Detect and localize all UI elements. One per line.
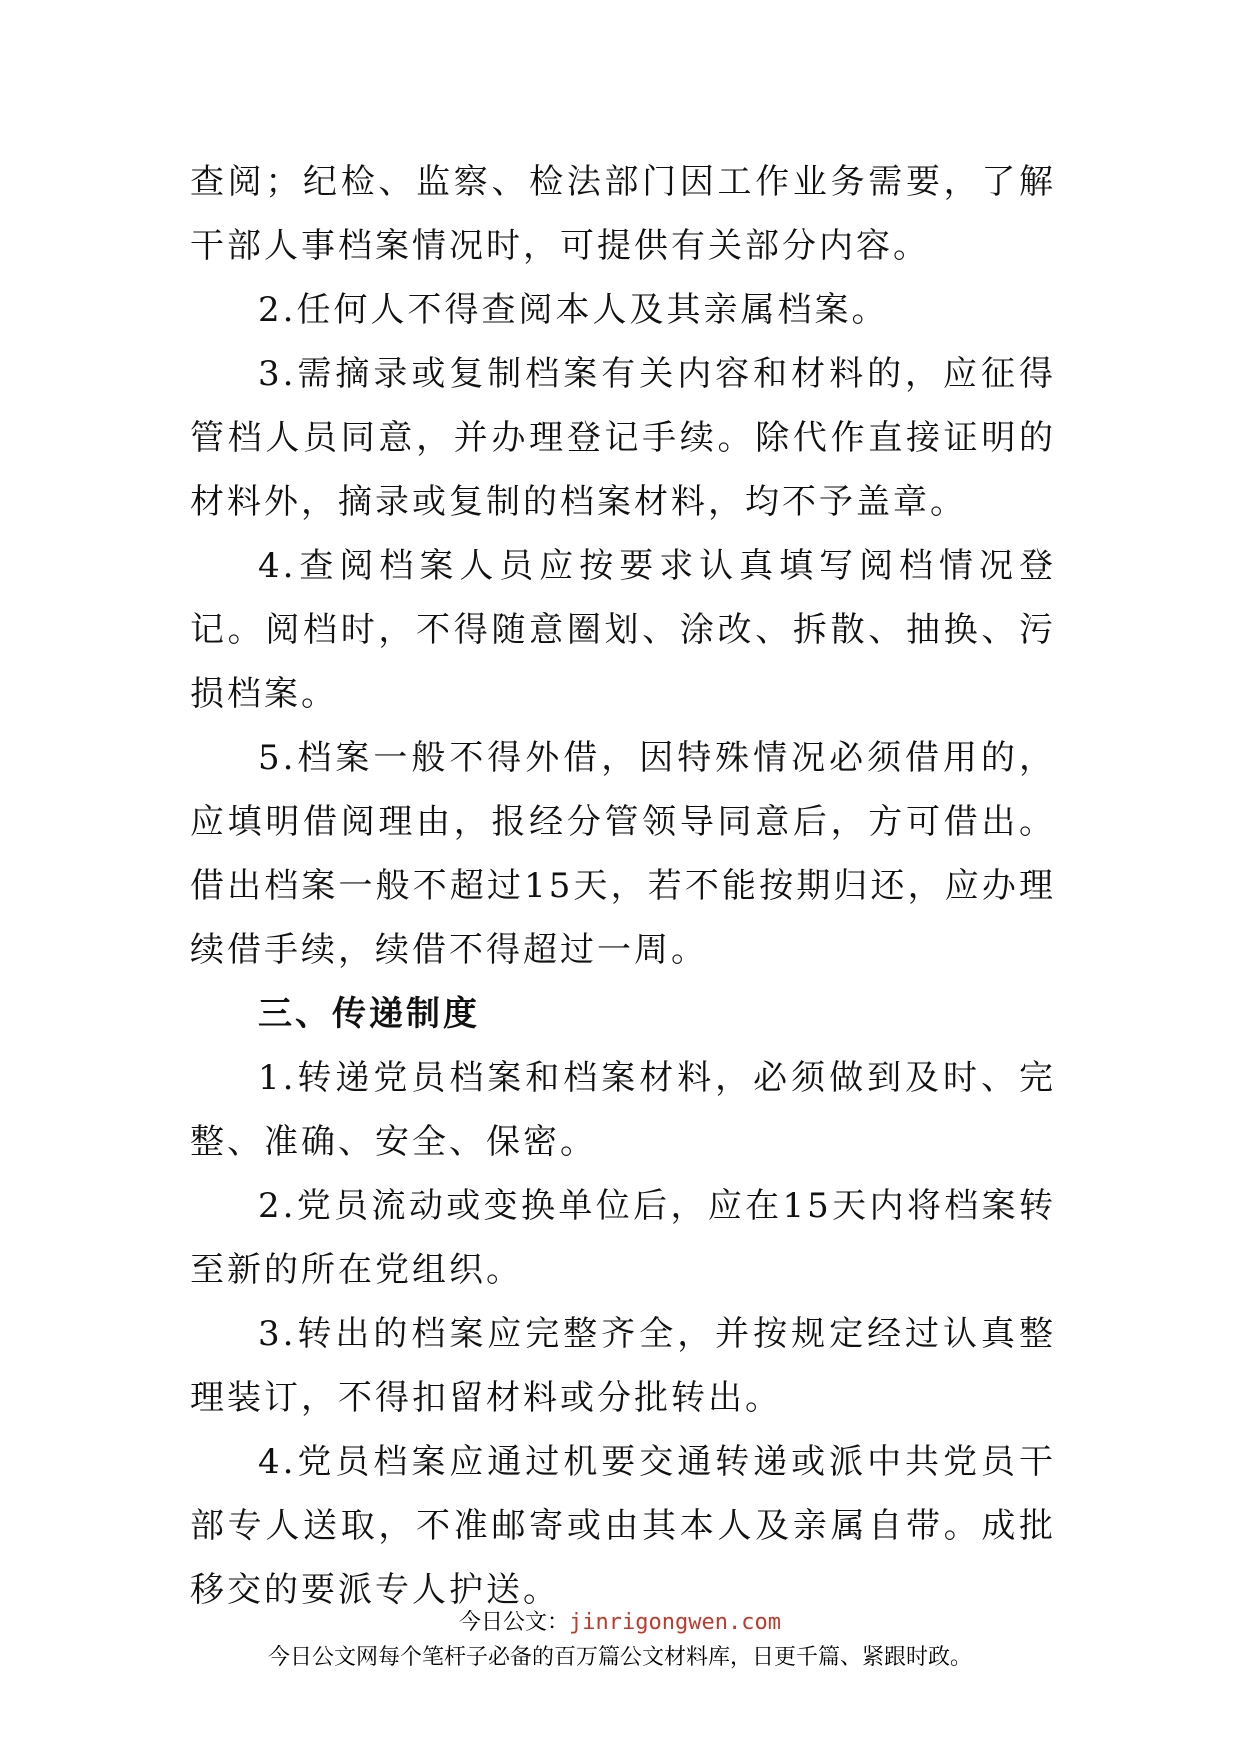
- section-heading: 三、传递制度: [258, 994, 480, 1034]
- paragraph-transfer-1: 1.转递党员档案和档案材料，必须做到及时、完整、准确、安全、保密。: [190, 1058, 1056, 1162]
- footer-site-link[interactable]: jinrigongwen.com: [569, 1610, 781, 1635]
- document-body: [190, 150, 1056, 1622]
- paragraph-item-4: 4.查阅档案人员应按要求认真填写阅档情况登记。阅档时，不得随意圈划、涂改、拆散、抽换、污损档案。: [190, 546, 1056, 714]
- paragraph-transfer-2: 2.党员流动或变换单位后，应在15天内将档案转至新的所在党组织。: [190, 1186, 1056, 1290]
- paragraph-continuation: 查阅；纪检、监察、检法部门因工作业务需要，了解干部人事档案情况时，可提供有关部分内容。: [190, 162, 1056, 266]
- footer-site-line: [0, 1605, 1240, 1636]
- footer-site-label: 今日公文：: [459, 1610, 570, 1635]
- footer-tagline: 今日公文网每个笔杆子必备的百万篇公文材料库，日更千篇、紧跟时政。: [267, 1645, 972, 1670]
- paragraph-item-2: 2.任何人不得查阅本人及其亲属档案。: [258, 290, 889, 330]
- paragraph-item-5: 5.档案一般不得外借，因特殊情况必须借用的，应填明借阅理由，报经分管领导同意后，方可借出。借出档案一般不超过15天，若不能按期归还，应办理续借手续，续借不得超过一周。: [190, 738, 1056, 970]
- paragraph-transfer-3: 3.转出的档案应完整齐全，并按规定经过认真整理装订，不得扣留材料或分批转出。: [190, 1314, 1056, 1418]
- paragraph-transfer-4: 4.党员档案应通过机要交通转递或派中共党员干部专人送取，不准邮寄或由其本人及亲属自带。成批移交的要派专人护送。: [190, 1442, 1056, 1610]
- paragraph-item-3: 3.需摘录或复制档案有关内容和材料的，应征得管档人员同意，并办理登记手续。除代作直接证明的材料外，摘录或复制的档案材料，均不予盖章。: [190, 354, 1056, 522]
